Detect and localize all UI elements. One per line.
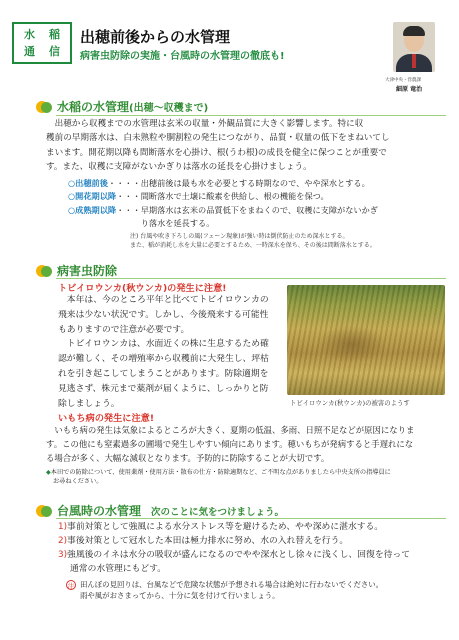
text-line: 認が難しく、その増殖率から収穫前に大発生し、坪枯 bbox=[58, 354, 269, 365]
author-name: 細原 竜治 bbox=[396, 86, 423, 93]
text-line: トビイロウンカは、水面近くの株に生息するため確 bbox=[66, 339, 269, 350]
notice-line: お尋ねください。 bbox=[53, 478, 103, 486]
item-text: 強風後のイネは水分の吸収が盛んになるのでやや深水とし徐々に浅くし、回復を待って bbox=[67, 550, 411, 560]
bullet-item: ○ 開花期以降 ・・・ 間断落水で土壌に酸素を供給し、根の機能を保つ。 bbox=[68, 190, 442, 203]
rice-field-photo bbox=[287, 285, 445, 395]
caution-icon: 注 bbox=[67, 582, 75, 590]
photo-caption: トビイロウンカ(秋ウンカ)の被害のようす bbox=[290, 399, 410, 407]
section-title-sub: (出穂～収穫まで) bbox=[129, 103, 209, 114]
badge-char: 通 bbox=[24, 45, 35, 58]
text-line: る場合が多く、大幅な減収となります。予防的に防除することが大切です。 bbox=[46, 453, 330, 464]
text-line: 穫前の早期落水は、白未熟粒や胴割粒の発生につながり、品質・収量の低下をまねいてし bbox=[46, 133, 390, 144]
list-item bbox=[58, 520, 450, 534]
pest-subhead-blast: いもち病の発生に注意! bbox=[58, 413, 155, 424]
leaf-dot-icon bbox=[36, 503, 52, 519]
section-title: 水稲の水管理 bbox=[57, 100, 130, 114]
section-pest-heading bbox=[36, 262, 117, 279]
item-text-cont: 通常の水管理にもどす。 bbox=[70, 564, 167, 574]
divider bbox=[56, 518, 446, 519]
water-note bbox=[130, 232, 448, 250]
text-line: もありますので注意が必要です。 bbox=[58, 324, 190, 335]
pest-notice bbox=[46, 468, 450, 487]
bullet-dots: ・・・ bbox=[116, 204, 141, 215]
section-typhoon-heading bbox=[36, 502, 284, 519]
section-title-sub: 次のことに気をつけましょう。 bbox=[151, 507, 285, 518]
section-title: 病害虫防除 bbox=[57, 264, 118, 278]
note-line: 注) 台風や吹き下ろしの風(フェーン現象)が強い時は倒伏防止のため深水とする。 bbox=[130, 233, 349, 240]
newsletter-badge bbox=[12, 22, 72, 64]
typhoon-list bbox=[58, 520, 450, 576]
list-item bbox=[58, 534, 450, 548]
text-line: す。また、収穫に支障がないかぎりは落水の延長を心掛けましょう。 bbox=[46, 162, 312, 173]
item-number: 3) bbox=[58, 550, 68, 560]
notice-line: 本田での防除について、使用薬剤・使用方法・散布の仕方・防除適期など、ご不明な点がありましたら中央支所の指導員に bbox=[50, 469, 391, 476]
text-line: まいます。開花期以降も間断落水を心掛け、根(うわ根)の成長を健全に保つことが重要で bbox=[46, 147, 387, 158]
text-line: 出穂から収穫までの水管理は玄米の収量・外観品質に大きく影響します。特に収 bbox=[54, 119, 364, 129]
bullet-dots: ・・・・ bbox=[107, 178, 141, 188]
notice-mark: ◆ bbox=[46, 469, 51, 476]
list-item bbox=[58, 548, 450, 562]
text-line: 除しましょう。 bbox=[58, 398, 120, 409]
section-title: 台風時の水管理 bbox=[57, 504, 142, 518]
text-line: れを引き起こしてしまうことがあります。防除適期を bbox=[58, 368, 269, 379]
item-text: 事後対策として冠水した本田は極力排水に努め、水の入れ替えを行う。 bbox=[67, 536, 349, 546]
note-line: また、稲が消耗し水を大量に必要とするため、一時深水を保ち、その後は間断落水とする。 bbox=[130, 242, 376, 249]
divider bbox=[56, 278, 446, 279]
text-line: いもち病の発生は気象によるところが大きく、夏期の低温、多雨、日照不足などが原因になりま bbox=[54, 425, 415, 435]
item-number: 1) bbox=[58, 522, 68, 532]
item-text: 事前対策として強風による水分ストレス等を避けるため、やや深めに湛水する。 bbox=[67, 522, 384, 532]
bullet-label: 開花期以降 bbox=[75, 191, 117, 202]
water-paragraph bbox=[46, 117, 448, 175]
pest-subhead-planthopper: トビイロウンカ(秋ウンカ)の発生に注意! bbox=[58, 283, 227, 294]
warning-line: 雨や風がおさまってから、十分に気を付けて行いましょう。 bbox=[80, 591, 280, 600]
text-line: す。この他にも窒素過多の圃場で発生しやすい傾向にあります。穂いもちが発病すると手遅れにな bbox=[46, 439, 414, 450]
item-number: 2) bbox=[58, 536, 68, 546]
bullet-text: 間断落水で土壌に酸素を供給し、根の機能を保つ。 bbox=[140, 191, 329, 202]
badge-char: 水 bbox=[24, 28, 35, 41]
bullet-label: 成熟期以降 bbox=[75, 204, 117, 215]
leaf-dot-icon bbox=[36, 263, 52, 279]
section-water-heading bbox=[36, 98, 208, 115]
warning-line: 田んぼの見回りは、台風などで危険な状態が予想される場合は絶対に行わないでください。 bbox=[80, 580, 384, 589]
bullet-dots: ・・・ bbox=[116, 191, 141, 202]
bullet-label: 出穂前後 bbox=[75, 178, 108, 188]
page-subtitle: 病害虫防除の実施・台風時の水管理の徹底も! bbox=[80, 51, 285, 62]
author-photo bbox=[393, 22, 435, 72]
text-line: 見逃さず、株元まで薬剤が届くように、しっかりと防 bbox=[58, 383, 269, 394]
planthopper-paragraph bbox=[58, 293, 284, 411]
bullet-item: ○ 出穂前後 ・・・・ 出穂前後は最も水を必要とする時期なので、やや深水とする。 bbox=[68, 177, 442, 190]
author-org: 大津中央・営農課 bbox=[385, 78, 421, 83]
text-line: 飛来は少ない状況です。しかし、今後飛来する可能性 bbox=[58, 309, 269, 320]
bullet-text: 早期落水は玄米の品質低下をまねくので、収穫に支障がないかぎり落水を延長する。 bbox=[140, 204, 378, 229]
badge-char: 稲 bbox=[49, 28, 60, 41]
page-title: 出穂前後からの水管理 bbox=[80, 28, 231, 46]
blast-paragraph bbox=[46, 423, 450, 466]
typhoon-warning bbox=[66, 579, 448, 601]
badge-char: 信 bbox=[49, 45, 60, 58]
bullet-item: ○ 成熟期以降 ・・・ 早期落水は玄米の品質低下をまねくので、収穫に支障がないかぎり落水を延長する。 bbox=[68, 204, 442, 231]
bullet-text: 出穂前後は最も水を必要とする時期なので、やや深水とする。 bbox=[140, 178, 370, 188]
text-line: 本年は、今のところ平年と比べてトビイロウンカの bbox=[66, 295, 269, 305]
leaf-dot-icon bbox=[36, 99, 52, 115]
divider bbox=[56, 115, 446, 116]
water-bullets bbox=[68, 177, 442, 231]
